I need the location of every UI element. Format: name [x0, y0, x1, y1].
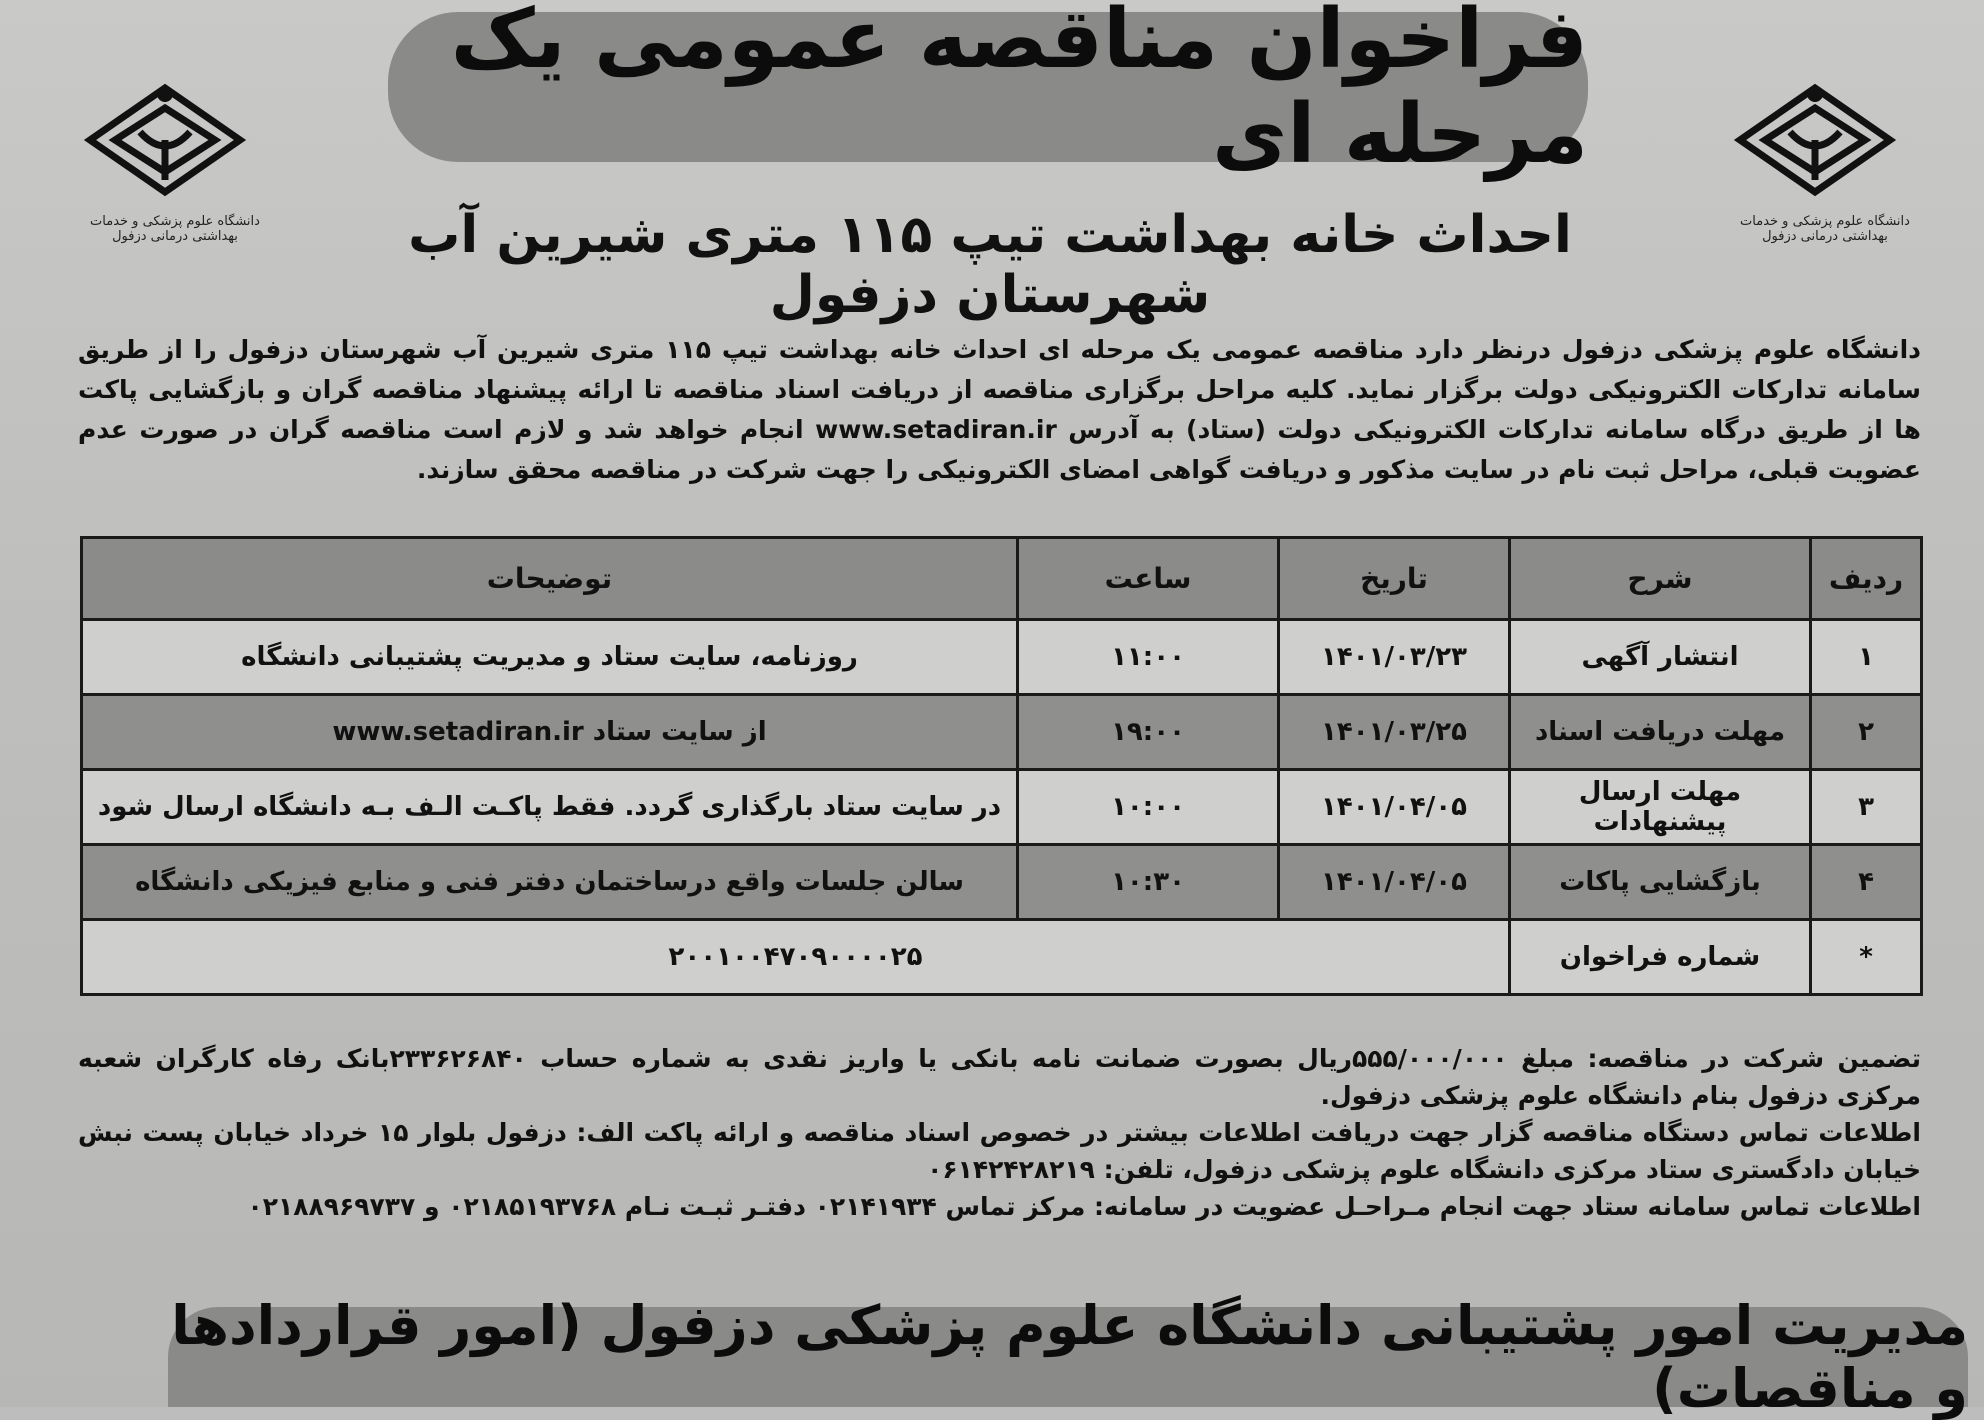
table-row	[82, 620, 1922, 695]
header-row-number: ردیف	[1811, 538, 1922, 620]
header-date: تاریخ	[1279, 538, 1510, 620]
row-date: ۱۴۰۱/۰۳/۲۵	[1279, 695, 1510, 770]
university-emblem-icon	[1730, 80, 1900, 210]
call-number-row	[82, 920, 1922, 995]
row-notes: از سایت ستاد www.setadiran.ir	[82, 695, 1018, 770]
page-title: فراخوان مناقصه عمومی یک مرحله ای	[450, 0, 1588, 182]
row-notes: سالن جلسات واقع درساختمان دفتر فنی و منابع فیزیکی دانشگاه	[82, 845, 1018, 920]
row-time: ۱۱:۰۰	[1018, 620, 1279, 695]
table-row	[82, 695, 1922, 770]
row-number: ۲	[1811, 695, 1922, 770]
university-logo-right	[1730, 80, 1910, 250]
footer-text	[78, 1040, 1921, 1225]
row-notes: روزنامه، سایت ستاد و مدیریت پشتیبانی دانشگاه	[82, 620, 1018, 695]
row-date: ۱۴۰۱/۰۴/۰۵	[1279, 845, 1510, 920]
contact-text: اطلاعات تماس دستگاه مناقصه گزار جهت دریافت اطلاعات بیشتر در خصوص اسناد مناقصه و ارائه پاکت الف: دزفول بلوار ۱۵ خرداد خیابان پست نبش خیابان دادگستری ستاد مرکزی دانشگاه علوم پزشکی دزفول، تلفن: ۰۶۱۴۲۴۲۸۲۱۹	[78, 1118, 1922, 1184]
header-notes: توضیحات	[82, 538, 1018, 620]
row-description: بازگشایی پاکات	[1510, 845, 1811, 920]
intro-paragraph: دانشگاه علوم پزشکی دزفول درنظر دارد مناقصه عمومی یک مرحله ای احداث خانه بهداشت تیپ ۱۱۵ متری شیرین آب شهرستان دزفول را از طریق سامانه تدارکات الکترونیکی دولت برگزار نماید. کلیه مراحل برگزاری مناقصه از دریافت اسناد مناقصه تا ارائه پیشنهاد مناقصه گران و بازگشایی پاکت ها از طریق درگاه سامانه تدارکات الکترونیکی دولت (ستاد) به آدرس www.setadiran.ir انجام خواهد شد و لازم است مناقصه گران در صورت عدم عضویت قبلی، مراحل ثبت نام در سایت مذکور و دریافت گواهی امضای الکترونیکی را جهت شرکت در مناقصه محقق سازند.	[78, 335, 1921, 484]
row-notes: در سایت ستاد بارگذاری گردد. فقط پاکـت الـف بـه دانشگاه ارسال شود	[82, 770, 1018, 845]
schedule-table	[80, 536, 1923, 996]
row-time: ۱۹:۰۰	[1018, 695, 1279, 770]
guarantee-text: تضمین شرکت در مناقصه: مبلغ ۵۵۵/۰۰۰/۰۰۰ریال بصورت ضمانت نامه بانکی یا واریز نقدی به شماره حساب ۲۳۳۶۲۶۸۴۰بانک رفاه کارگران شعبه مرکزی دزفول بنام دانشگاه علوم پزشکی دزفول.	[78, 1044, 1922, 1110]
row-date: ۱۴۰۱/۰۴/۰۵	[1279, 770, 1510, 845]
call-number-value: ۲۰۰۱۰۰۴۷۰۹۰۰۰۰۲۵	[82, 920, 1510, 995]
logo-caption: دانشگاه علوم پزشکی و خدمات بهداشتی درمانی دزفول	[90, 214, 260, 244]
row-number: ۳	[1811, 770, 1922, 845]
row-number: ۴	[1811, 845, 1922, 920]
row-description: مهلت ارسال پیشنهادات	[1510, 770, 1811, 845]
row-time: ۱۰:۰۰	[1018, 770, 1279, 845]
title-banner	[388, 0, 1588, 182]
university-emblem-icon	[80, 80, 250, 210]
signature-text: مدیریت امور پشتیبانی دانشگاه علوم پزشکی دزفول (امور قراردادها و مناقصات)	[171, 1294, 1968, 1420]
row-time: ۱۰:۳۰	[1018, 845, 1279, 920]
row-number: *	[1811, 920, 1922, 995]
table-row	[82, 770, 1922, 845]
tender-subject: احداث خانه بهداشت تیپ ۱۱۵ متری شیرین آب شهرستان دزفول	[408, 205, 1572, 325]
university-logo-left	[80, 80, 260, 250]
row-description: انتشار آگهی	[1510, 620, 1811, 695]
call-number-label: شماره فراخوان	[1510, 920, 1811, 995]
signature-banner	[168, 1294, 1968, 1420]
header-description: شرح	[1510, 538, 1811, 620]
header-time: ساعت	[1018, 538, 1279, 620]
setad-contact-text: اطلاعات تماس سامانه ستاد جهت انجام مـراحـل عضویت در سامانه: مرکز تماس ۰۲۱۴۱۹۳۴ دفتـر ثبـت نـام ۰۲۱۸۵۱۹۳۷۶۸ و ۰۲۱۸۸۹۶۹۷۳۷	[247, 1192, 1921, 1221]
table-header-row	[82, 538, 1922, 620]
row-number: ۱	[1811, 620, 1922, 695]
row-date: ۱۴۰۱/۰۳/۲۳	[1279, 620, 1510, 695]
table-row	[82, 845, 1922, 920]
row-description: مهلت دریافت اسناد	[1510, 695, 1811, 770]
logo-caption: دانشگاه علوم پزشکی و خدمات بهداشتی درمانی دزفول	[1740, 214, 1910, 244]
